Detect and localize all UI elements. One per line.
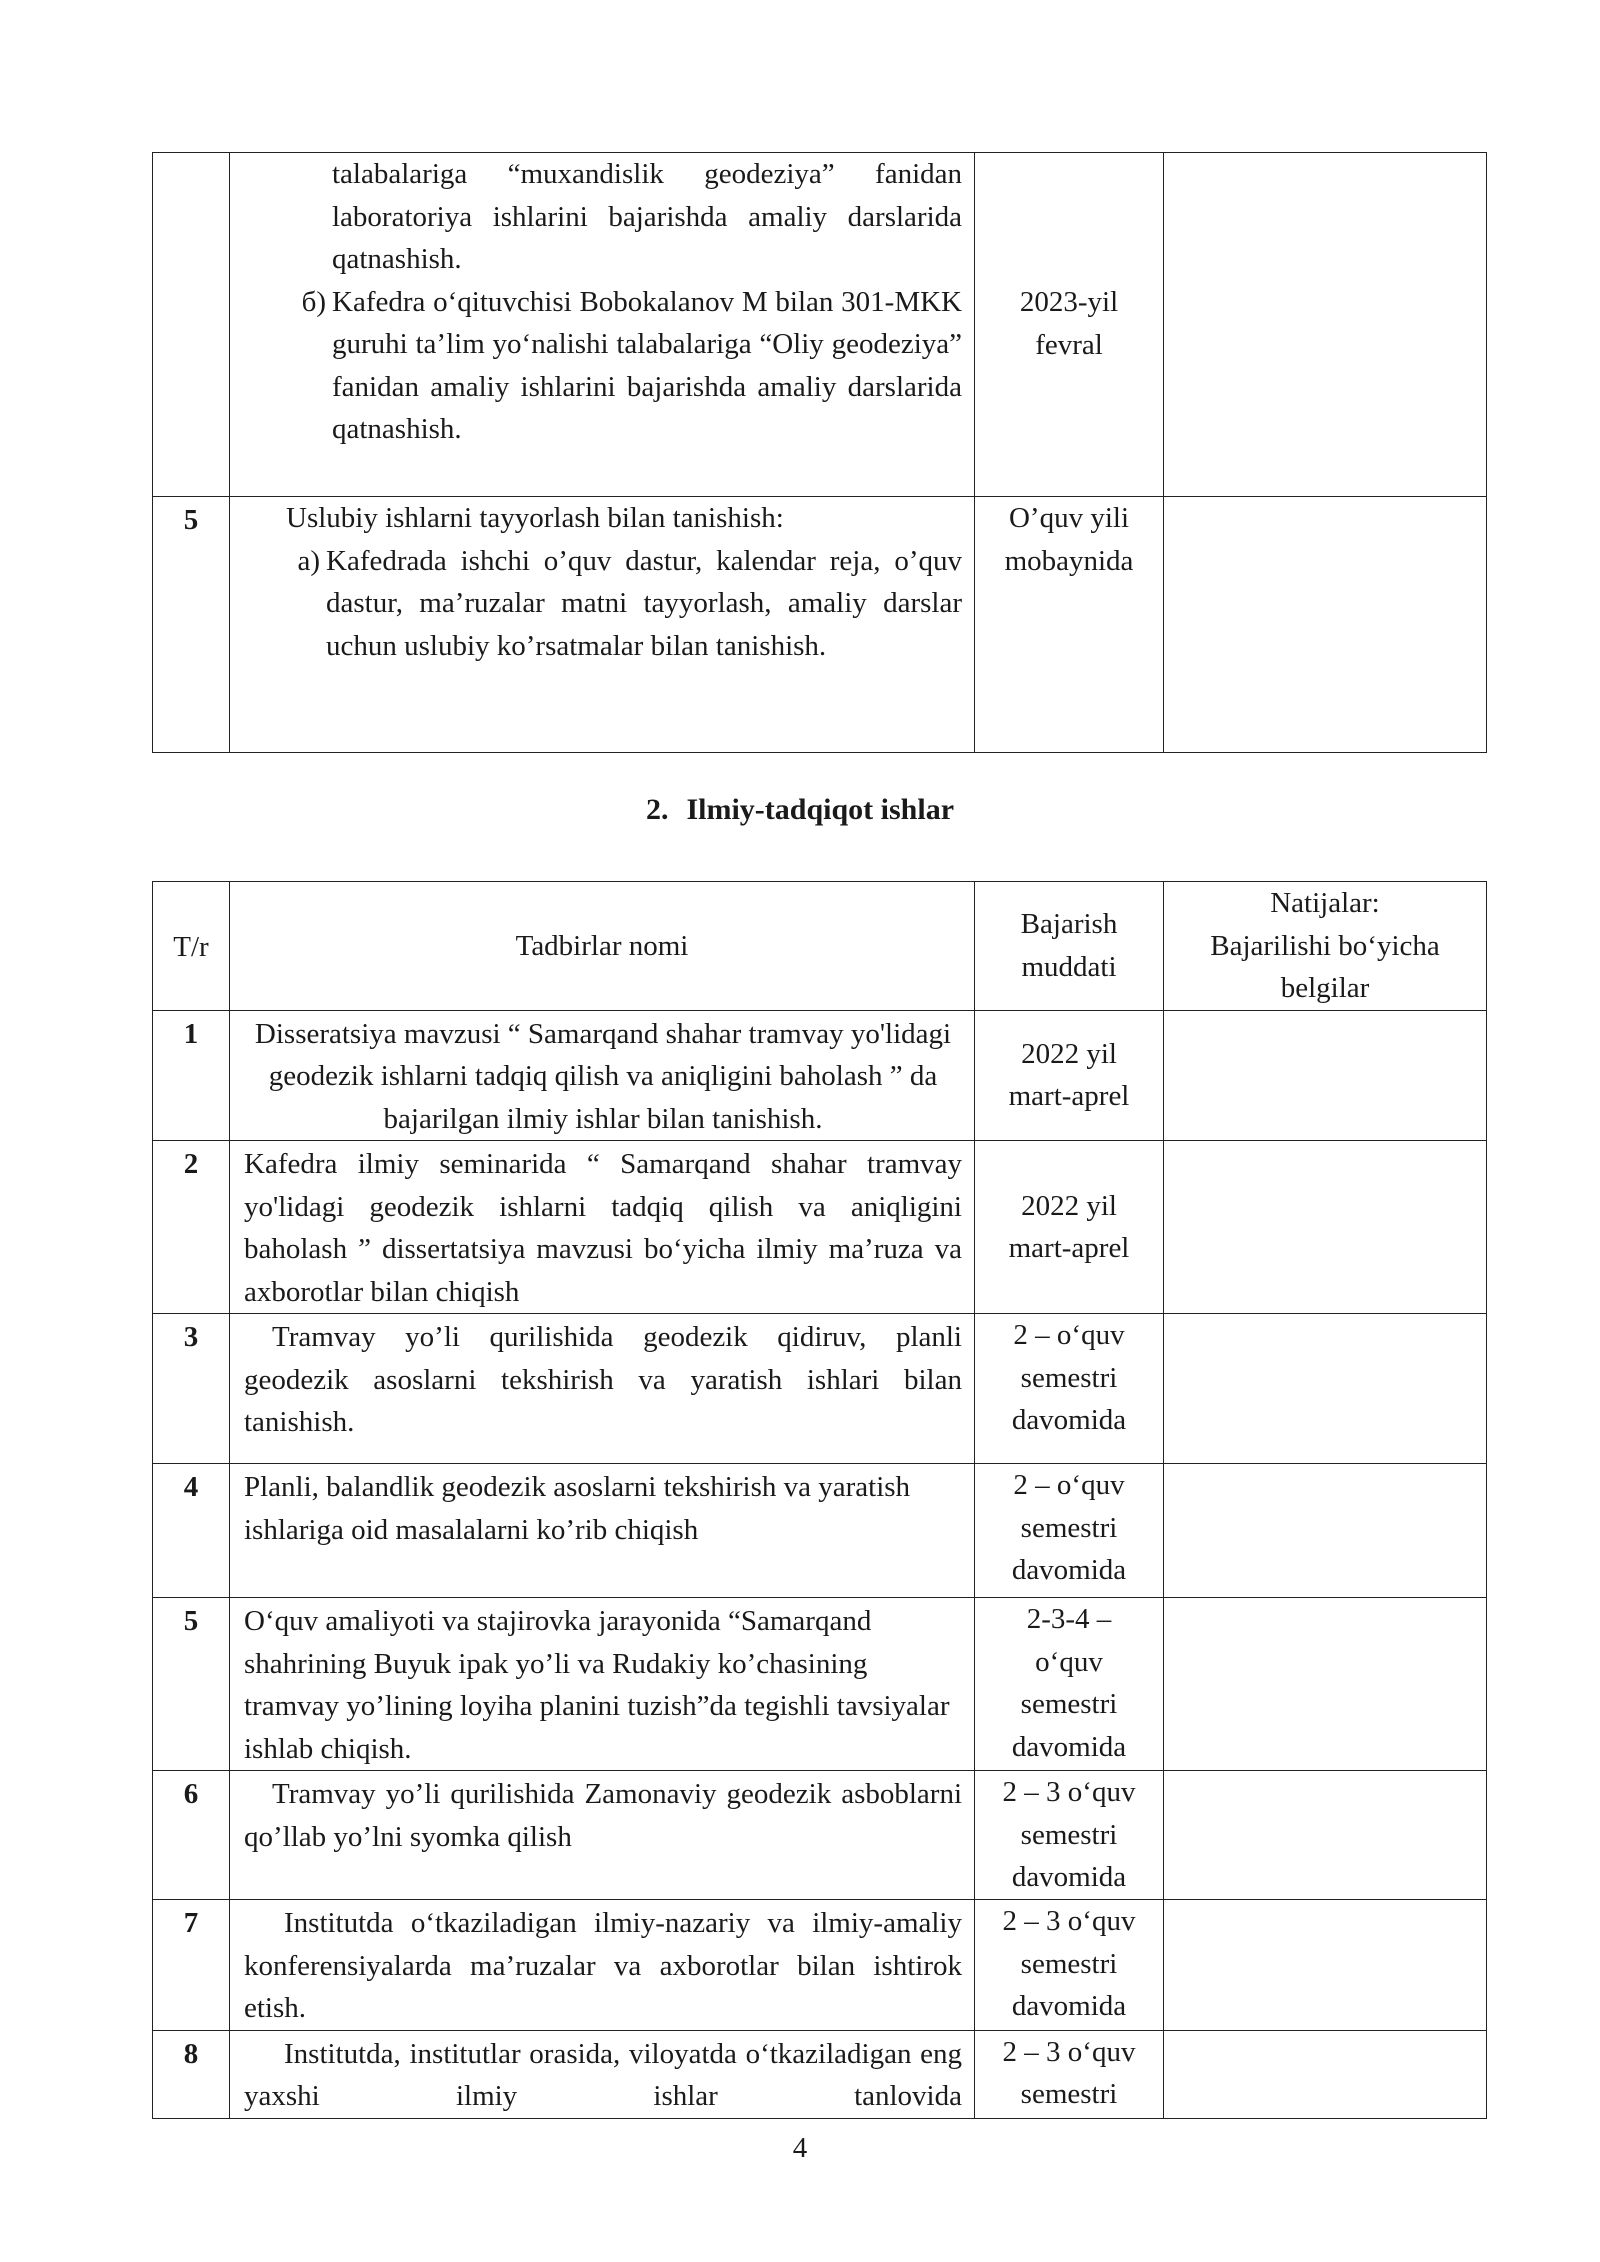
result-cell (1164, 1464, 1487, 1598)
work-plan-table-continued (152, 152, 1487, 753)
task-item-text: Kafedra o‘qituvchisi Bobokalanov M bilan 301-MKK guruhi ta’lim yo‘nalishi talabalariga “Oliy geodeziya” fanidan amaliy ishlarini bajarishda amaliy darslarida qatnashish. (332, 285, 962, 445)
task-cell (230, 1141, 975, 1314)
deadline-cell (975, 1771, 1164, 1900)
deadline-line: davomida (1011, 1404, 1127, 1436)
deadline-line: fevral (1035, 328, 1103, 361)
row-number (153, 153, 230, 497)
task-cell (230, 1771, 975, 1900)
deadline-line: semestri (1020, 1947, 1118, 1980)
section-heading (0, 793, 1600, 827)
row-number: 1 (153, 1010, 230, 1141)
task-text: Institutda o‘tkaziladigan ilmiy-nazariy va ilmiy-amaliy konferensiyalarda ma’ruzalar va axborotlar bilan ishtirok etish. (244, 1907, 962, 2024)
deadline-line: mart-aprel (1008, 1080, 1130, 1113)
result-cell (1164, 2030, 1487, 2118)
header-results (1164, 882, 1487, 1011)
task-text: Disseratsiya mavzusi “ Samarqand shahar tramvay yo'lidagi geodezik ishlarni tadqiq qilish va aniqligini baholash ” da bajarilgan ilmiy ishlar bilan tanishish. (254, 1017, 952, 1135)
row-number: 5 (153, 1598, 230, 1771)
item-marker: a) (297, 544, 320, 577)
table-header-row (153, 882, 1487, 1011)
deadline-cell (975, 153, 1164, 497)
row-number: 7 (153, 1900, 230, 2031)
deadline-line: semestri (1020, 1511, 1118, 1544)
task-continuation-text: talabalariga “muxandislik geodeziya” fanidan laboratoriya ishlarini bajarishda amaliy darslarida qatnashish. (332, 158, 962, 275)
task-text: Institutda, institutlar orasida, viloyatda o‘tkaziladigan eng yaxshi ilmiy ishlar tanlovida (244, 2037, 962, 2112)
result-cell (1164, 497, 1487, 753)
task-text: Kafedra ilmiy seminarida “ Samarqand shahar tramvay yo'lidagi geodezik ishlarni tadqiq qilish va aniqligini baholash ” dissertatsiya mavzusi bo‘yicha ilmiy ma’ruza va axborotlar bilan chiqish (244, 1148, 962, 1308)
table-row (153, 1771, 1487, 1900)
task-text: O‘quv amaliyoti va stajirovka jarayonida “Samarqand shahrining Buyuk ipak yo’li va Rudakiy ko’chasining tramvay yo’lining loyiha planini tuzish”da tegishli tavsiyalar ishlab chiqish. (244, 1605, 950, 1765)
table-row (153, 1010, 1487, 1141)
task-text: Planli, balandlik geodezik asoslarni tekshirish va yaratish ishlariga oid masalalarni ko’rib chiqish (244, 1471, 911, 1546)
deadline-line: semestri (1020, 1688, 1118, 1720)
row-number: 6 (153, 1771, 230, 1900)
deadline-line: 2023-yil (1019, 286, 1119, 318)
research-plan-table (152, 881, 1487, 2119)
row-number: 3 (153, 1314, 230, 1464)
task-text: Tramvay yo’li qurilishida geodezik qidiruv, planli geodezik asoslarni tekshirish va yaratish ishlari bilan tanishish. (244, 1321, 962, 1438)
table-row (153, 1598, 1487, 1771)
task-cell (230, 2030, 975, 2118)
task-description (230, 497, 975, 753)
row-number: 4 (153, 1464, 230, 1598)
deadline-line: 2022 yil (1021, 1037, 1117, 1070)
section-number: 2. (645, 793, 669, 826)
task-item-text: Kafedrada ishchi o’quv dastur, kalendar reja, o’quv dastur, ma’ruzalar matni tayyorlash, amaliy darslar uchun uslubiy ko’rsatmalar bilan tanishish. (326, 544, 962, 662)
result-cell (1164, 1598, 1487, 1771)
deadline-line: mobaynida (1004, 544, 1134, 577)
page-number: 4 (792, 2132, 808, 2164)
deadline-line: davomida (1011, 1730, 1127, 1763)
result-cell (1164, 1771, 1487, 1900)
row-number: 5 (153, 497, 230, 753)
deadline-line: davomida (1011, 1990, 1127, 2022)
result-cell (1164, 1900, 1487, 2031)
deadline-cell (975, 1010, 1164, 1141)
deadline-line: mart-aprel (1008, 1232, 1130, 1264)
deadline-line: 2022 yil (1021, 1189, 1117, 1222)
deadline-line: davomida (1011, 1554, 1127, 1586)
task-cell (230, 1900, 975, 2031)
result-cell (1164, 1141, 1487, 1314)
deadline-line: 2 – o‘quv (1013, 1319, 1125, 1351)
deadline-line: 2 – 3 o‘quv (1002, 2035, 1136, 2068)
deadline-cell (975, 2030, 1164, 2118)
task-cell (230, 1314, 975, 1464)
task-cell (230, 1598, 975, 1771)
deadline-line: o‘quv (1035, 1645, 1103, 1678)
deadline-line: davomida (1011, 1861, 1127, 1893)
deadline-line: semestri (1020, 2078, 1118, 2110)
header-results-line: belgilar (1280, 972, 1370, 1004)
deadline-line: 2 – 3 o‘quv (1002, 1776, 1136, 1808)
deadline-cell (975, 1464, 1164, 1598)
table-row (153, 497, 1487, 753)
section-title: Ilmiy-tadqiqot ishlar (686, 793, 955, 826)
table-row (153, 1314, 1487, 1464)
header-number: T/r (153, 882, 230, 1011)
task-intro-text: Uslubiy ishlarni tayyorlash bilan tanishish: (286, 502, 784, 534)
deadline-cell (975, 1141, 1164, 1314)
header-deadline-line: muddati (1021, 950, 1117, 983)
table-row (153, 2030, 1487, 2118)
header-name: Tadbirlar nomi (230, 882, 975, 1011)
deadline-cell (975, 1314, 1164, 1464)
task-text: Tramvay yo’li qurilishida Zamonaviy geodezik asboblarni qo’llab yo’lni syomka qilish (244, 1778, 962, 1853)
table-row (153, 1141, 1487, 1314)
table-row (153, 1900, 1487, 2031)
table-row (153, 153, 1487, 497)
deadline-line: semestri (1020, 1818, 1118, 1851)
result-cell (1164, 1314, 1487, 1464)
header-results-line: Bajarilishi bo‘yicha (1210, 929, 1440, 962)
deadline-line: 2 – o‘quv (1013, 1469, 1125, 1501)
task-description (230, 153, 975, 497)
deadline-line: 2 – 3 o‘quv (1002, 1905, 1136, 1937)
header-deadline-line: Bajarish (1020, 908, 1118, 941)
item-marker: б) (301, 285, 326, 318)
row-number: 2 (153, 1141, 230, 1314)
deadline-line: O’quv yili (1008, 502, 1130, 534)
deadline-cell (975, 1900, 1164, 2031)
deadline-line: 2-3-4 – (1026, 1603, 1112, 1635)
task-cell (230, 1464, 975, 1598)
row-number: 8 (153, 2030, 230, 2118)
result-cell (1164, 1010, 1487, 1141)
deadline-cell (975, 497, 1164, 753)
header-deadline (975, 882, 1164, 1011)
task-cell (230, 1010, 975, 1141)
deadline-line: semestri (1020, 1361, 1118, 1394)
table-row (153, 1464, 1487, 1598)
result-cell (1164, 153, 1487, 497)
deadline-cell (975, 1598, 1164, 1771)
header-results-line: Natijalar: (1270, 887, 1380, 919)
